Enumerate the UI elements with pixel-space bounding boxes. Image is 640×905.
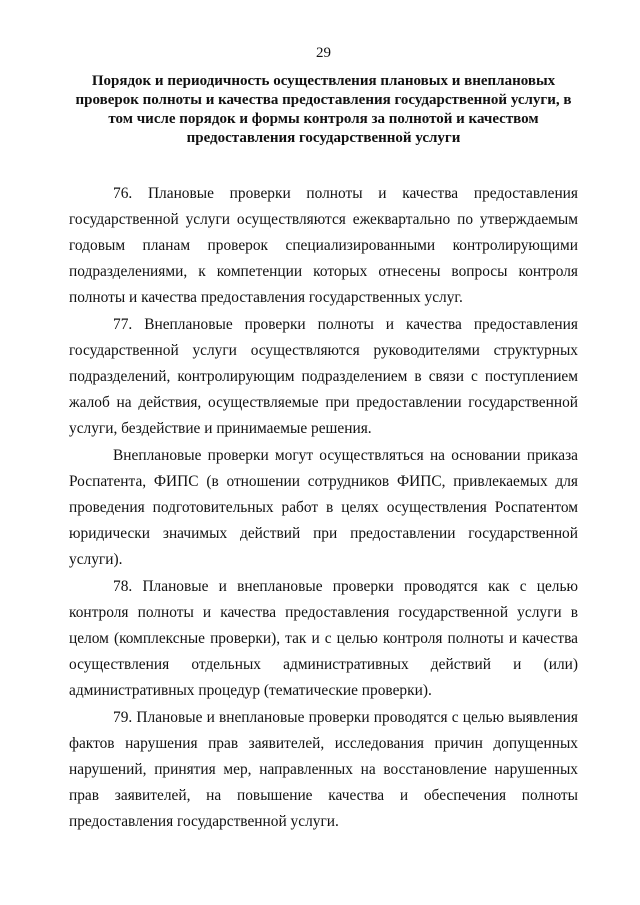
paragraph-77: 77. Внеплановые проверки полноты и качества предоставления государственной услуги осуществляются руководителями структурных подразделений, контролирующим подразделением в связи с поступлением жалоб на действия, осуществляемые при предоставлении государственной услуги, бездействие и принимаемые решения. (69, 316, 578, 437)
paragraph-77-continued: Внеплановые проверки могут осуществляться на основании приказа Роспатента, ФИПС (в отношении сотрудников ФИПС, привлекаемых для проведения подготовительных работ в целях осуществления Роспатентом юридически значимых действий при предоставлении государственной услуги). (69, 447, 578, 568)
section-heading: Порядок и периодичность осуществления плановых и внеплановых проверок полноты и качества предоставления государственной услуги, в том числе порядок и формы контроля за полнотой и качеством предоставления государственной услуги (75, 73, 572, 146)
paragraph-78: 78. Плановые и внеплановые проверки проводятся как с целью контроля полноты и качества предоставления государственной услуги в целом (комплексные проверки), так и с целью контроля полноты и качества осуществления отдельных административных действий и (или) административных процедур (тематические проверки). (69, 578, 578, 699)
paragraph-79: 79. Плановые и внеплановые проверки проводятся с целью выявления фактов нарушения прав заявителей, исследования причин допущенных нарушений, принятия мер, направленных на восстановление нарушенных прав заявителей, на повышение качества и обеспечения полноты предоставления государственной услуги. (69, 709, 578, 830)
paragraph-76: 76. Плановые проверки полноты и качества предоставления государственной услуги осуществляются ежеквартально по утверждаемым годовым планам проверок специализированными контролирующими подразделениями, к компетенции которых отнесены вопросы контроля полноты и качества предоставления государственных услуг. (69, 185, 578, 306)
page-number: 29 (316, 45, 331, 61)
